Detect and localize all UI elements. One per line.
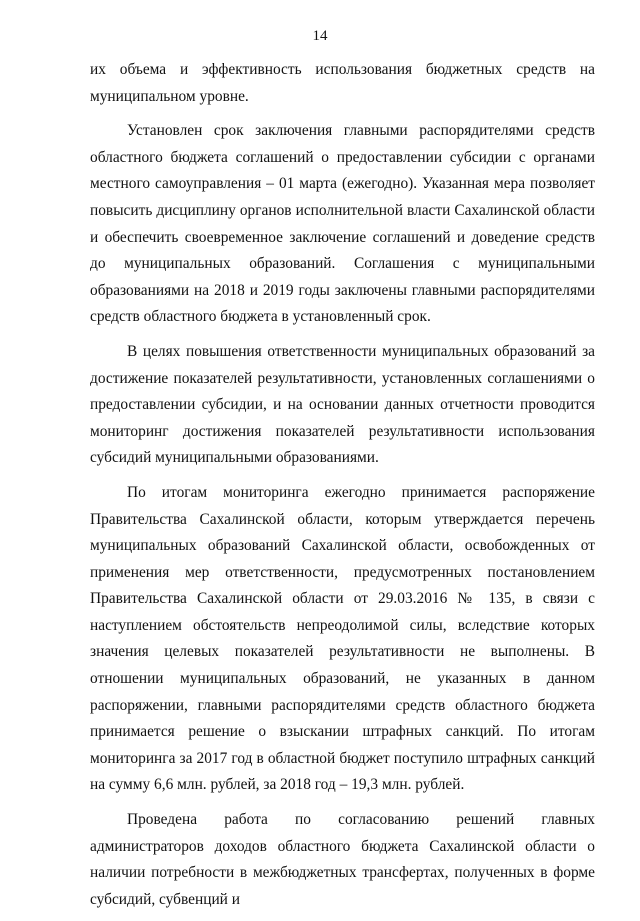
paragraph-4: По итогам мониторинга ежегодно принимается распоряжение Правительства Сахалинской области, которым утверждается перечень муниципальных образований Сахалинской области, освобожденных от применения мер ответственности, предусмотренных постановлением Правительства Сахалинской области от 29.03.2016 № 135, в связи с наступлением обстоятельств непреодолимой силы, вследствие которых значения целевых показателей результативности не выполнены. В отношении муниципальных образований, не указанных в данном распоряжении, главными распорядителями средств областного бюджета принимается решение о взыскании штрафных санкций. По итогам мониторинга за 2017 год в областной бюджет поступило штрафных санкций на сумму 6,6 млн. рублей, за 2018 год – 19,3 млн. рублей. [90, 483, 595, 794]
page-number: 14 [312, 28, 328, 44]
paragraph-2: Установлен срок заключения главными распорядителями средств областного бюджета соглашений о предоставлении субсидии с органами местного самоуправления – 01 марта (ежегодно). Указанная мера позволяет повысить дисциплину органов исполнительной власти Сахалинской области и обеспечить своевременное заключение соглашений и доведение средств до муниципальных образований. Соглашения с муниципальными образованиями на 2018 и 2019 годы заключены главными распорядителями средств областного бюджета в установленный срок. [90, 122, 595, 326]
paragraph-1: их объема и эффективность использования бюджетных средств на муниципальном уровне. [90, 61, 595, 105]
paragraph-5: Проведена работа по согласованию решений главных администраторов доходов областного бюджета Сахалинской области о наличии потребности в межбюджетных трансфертах, полученных в форме субсидий, субвенций и [90, 811, 595, 908]
paragraph-3: В целях повышения ответственности муниципальных образований за достижение показателей результативности, установленных соглашениями о предоставлении субсидии, и на основании данных отчетности проводится мониторинг достижения показателей результативности использования субсидий муниципальными образованиями. [90, 342, 595, 467]
document-body [90, 57, 595, 921]
